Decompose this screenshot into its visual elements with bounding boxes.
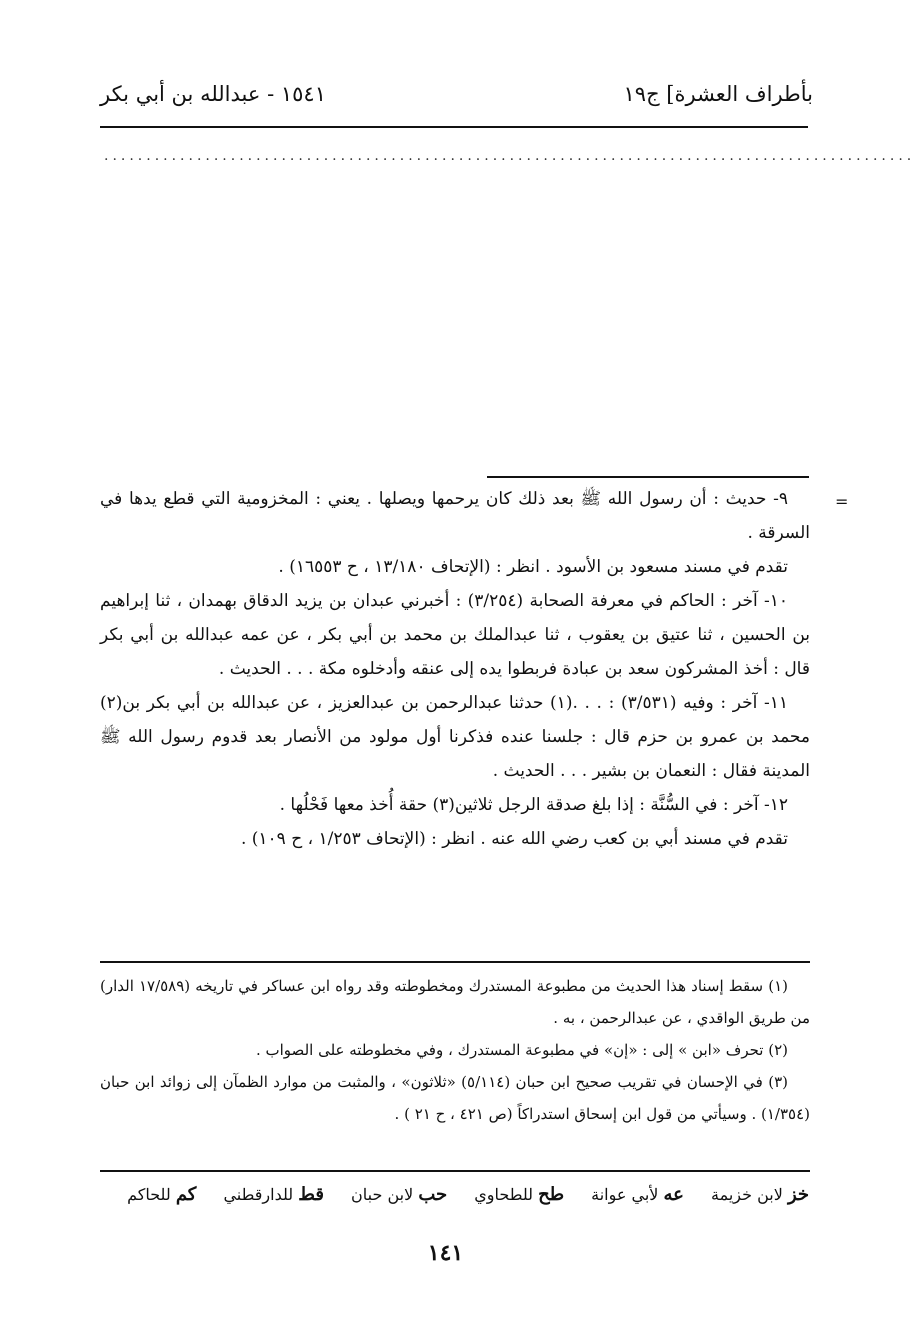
- running-header-volume: بأطراف العشرة] ج١٩: [623, 82, 813, 106]
- entry-12: ١٢- آخر : في السُّنَّة : إذا بلغ صدقة الرجل ثلاثين(٣) حقة أُخذ معها فَحْلُها .: [279, 795, 788, 815]
- entry-9-reference: تقدم في مسند مسعود بن الأسود . انظر : (الإتحاف ١٣/١٨٠ ، ح ١٦٥٥٣) .: [278, 557, 788, 577]
- abbrev-code: خز: [787, 1184, 809, 1205]
- abbrev-text: للطحاوي: [474, 1185, 533, 1204]
- abbrev-item: [474, 1185, 564, 1204]
- running-header-title: ١٥٤١ - عبدالله بن أبي بكر: [100, 82, 326, 106]
- abbreviations-rule: [100, 1170, 810, 1172]
- footnotes: [100, 970, 810, 1130]
- abbrev-item: [351, 1185, 447, 1204]
- dotted-separator: ................................................................................................: [104, 148, 915, 164]
- page-number: ١٤١: [427, 1240, 464, 1266]
- abbrev-text: لابن خزيمة: [711, 1185, 783, 1204]
- abbreviations-key: [105, 1184, 809, 1205]
- continuation-rule: [487, 476, 809, 478]
- entry-11: ١١- آخر : وفيه (٣/٥٣١) : . . .(١) حدثنا عبدالرحمن بن عبدالعزيز ، عن عبدالله بن أبي بكر بن(٢) محمد بن عمرو بن حزم قال : جلسنا عنده فذكرنا أول مولود من الأنصار بعد قدوم رسول الله ﷺ المدينة فقال : النعمان بن بشير . . . الحديث .: [100, 693, 810, 781]
- abbrev-item: [591, 1185, 684, 1204]
- abbrev-text: للدارقطني: [223, 1185, 294, 1204]
- abbrev-code: حب: [418, 1184, 448, 1205]
- abbrev-text: للحاكم: [127, 1185, 171, 1204]
- abbrev-code: طح: [538, 1184, 565, 1205]
- abbrev-item: [127, 1185, 196, 1204]
- footnote-1: (١) سقط إسناد هذا الحديث من مطبوعة المستدرك ومخطوطته وقد رواه ابن عساكر في تاريخه (١٧/٥٨٩ الدار) من طريق الواقدي ، عن عبدالرحمن ، به .: [100, 977, 810, 1027]
- abbrev-code: قط: [298, 1184, 324, 1205]
- entry-9: ٩- حديث : أن رسول الله ﷺ بعد ذلك كان يرحمها ويصلها . يعني : المخزومية التي قطع يدها في السرقة .: [100, 489, 810, 543]
- footnote-3: (٣) في الإحسان في تقريب صحيح ابن حبان (٥/١١٤) «ثلاثون» ، والمثبت من موارد الظمآن إلى زوائد ابن حبان (١/٣٥٤) . وسيأتي من قول ابن إسحاق استدراكاً (ص ٤٢١ ، ح ٢١ ) .: [100, 1073, 810, 1123]
- abbrev-text: لابن حبان: [351, 1185, 414, 1204]
- abbrev-item: [223, 1185, 323, 1204]
- abbrev-item: [711, 1185, 809, 1204]
- main-text: [100, 482, 810, 856]
- footnote-2: (٢) تحرف «ابن » إلى : «إن» في مطبوعة المستدرك ، وفي مخطوطته على الصواب .: [255, 1041, 788, 1059]
- continuation-mark: =: [835, 492, 849, 511]
- header-rule: [100, 126, 808, 128]
- entry-10: ١٠- آخر : الحاكم في معرفة الصحابة (٣/٢٥٤) : أخبرني عبدان بن يزيد الدقاق بهمدان ، ثنا إبراهيم بن الحسين ، ثنا عتيق بن يعقوب ، ثنا عبدالملك بن محمد بن أبي بكر ، عن عمه عبدالله بن أبي بكر قال : أخذ المشركون سعد بن عبادة فربطوا يده إلى عنقه وأدخلوه مكة . . . الحديث .: [100, 591, 810, 679]
- abbrev-code: كم: [175, 1184, 197, 1205]
- abbrev-text: لأبي عوانة: [591, 1185, 659, 1204]
- entry-12-reference: تقدم في مسند أبي بن كعب رضي الله عنه . انظر : (الإتحاف ١/٢٥٣ ، ح ١٠٩) .: [240, 829, 788, 849]
- abbrev-code: عه: [663, 1184, 684, 1205]
- footnote-rule: [100, 961, 810, 963]
